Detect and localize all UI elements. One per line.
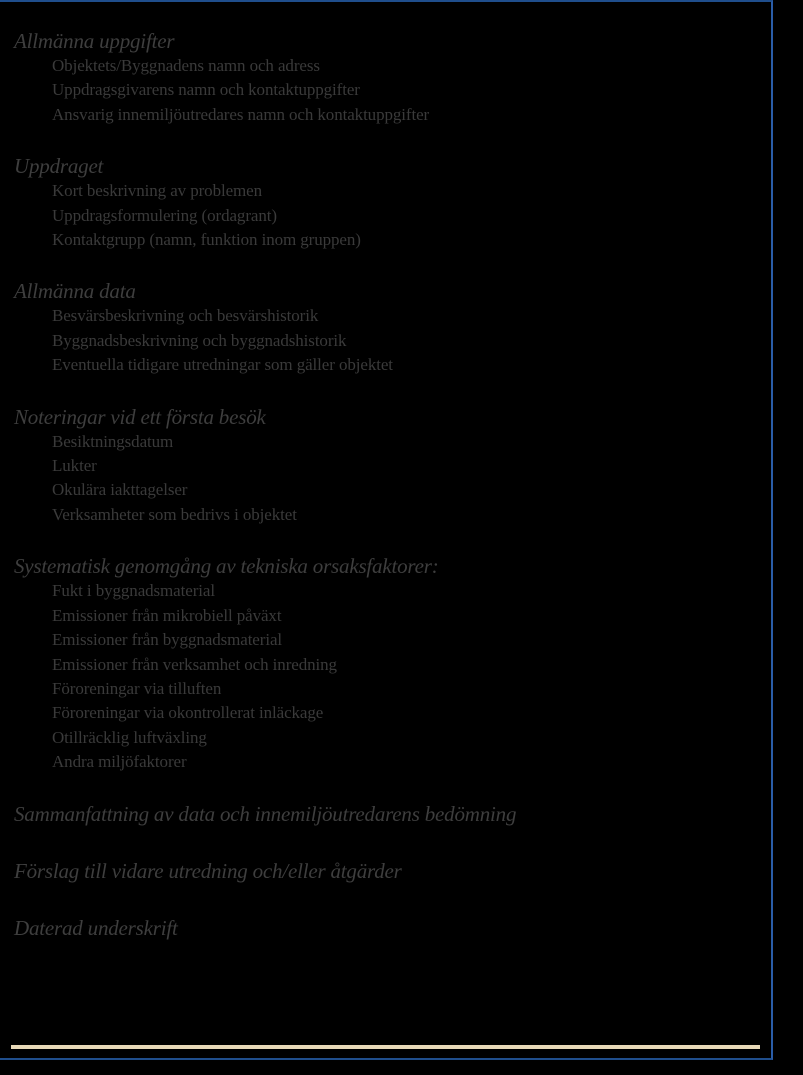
- list-item: Byggnadsbeskrivning och byggnadshistorik: [52, 330, 347, 350]
- section-uppdraget: [14, 153, 764, 252]
- list-item: Uppdragsformulering (ordagrant): [52, 205, 277, 225]
- section-heading: Förslag till vidare utredning och/eller åtgärder: [14, 858, 402, 883]
- list-item: Eventuella tidigare utredningar som gäller objektet: [52, 355, 393, 375]
- list-item: Emissioner från verksamhet och inredning: [52, 654, 337, 674]
- list-item: Fukt i byggnadsmaterial: [52, 581, 215, 601]
- section-item-list: [14, 579, 764, 774]
- list-item: Ansvarig innemiljöutredares namn och kontaktuppgifter: [52, 104, 430, 124]
- section-heading: Allmänna data: [14, 279, 136, 304]
- document-content: [14, 28, 764, 972]
- list-item: Kontaktgrupp (namn, funktion inom gruppen): [52, 230, 361, 250]
- list-item: Föroreningar via okontrollerat inläckage: [52, 703, 324, 723]
- list-item: Otillräcklig luftväxling: [52, 727, 207, 747]
- list-item: Lukter: [52, 456, 97, 476]
- list-item: Okulära iakttagelser: [52, 480, 188, 500]
- section-item-list: [14, 179, 764, 252]
- list-item: Uppdragsgivarens namn och kontaktuppgifter: [52, 80, 360, 100]
- bottom-divider: [11, 1045, 760, 1049]
- list-item: Emissioner från byggnadsmaterial: [52, 630, 283, 650]
- list-item: Kort beskrivning av problemen: [52, 181, 263, 201]
- section-item-list: [14, 54, 764, 127]
- list-item: Besiktningsdatum: [52, 431, 174, 451]
- section-systematisk-genomgang: [14, 553, 764, 774]
- list-item: Emissioner från mikrobiell påväxt: [52, 605, 282, 625]
- section-daterad-underskrift: [14, 915, 764, 941]
- section-heading: Daterad underskrift: [14, 915, 178, 940]
- list-item: Föroreningar via tilluften: [52, 678, 222, 698]
- section-heading: Allmänna uppgifter: [14, 29, 175, 53]
- section-allmanna-uppgifter: [14, 28, 764, 127]
- section-allmanna-data: [14, 278, 764, 377]
- section-item-list: [14, 304, 764, 377]
- section-heading: Sammanfattning av data och innemiljöutredarens bedömning: [14, 801, 517, 826]
- section-heading: Noteringar vid ett första besök: [14, 404, 266, 429]
- list-item: Andra miljöfaktorer: [52, 752, 187, 772]
- list-item: Verksamheter som bedrivs i objektet: [52, 504, 297, 524]
- section-heading: Uppdraget: [14, 154, 104, 179]
- section-noteringar: [14, 404, 764, 528]
- section-forslag: [14, 858, 764, 884]
- section-sammanfattning: [14, 801, 764, 827]
- section-item-list: [14, 430, 764, 528]
- section-heading: Systematisk genomgång av tekniska orsaksfaktorer:: [14, 554, 439, 579]
- list-item: Besvärsbeskrivning och besvärshistorik: [52, 306, 319, 326]
- list-item: Objektets/Byggnadens namn och adress: [52, 56, 320, 75]
